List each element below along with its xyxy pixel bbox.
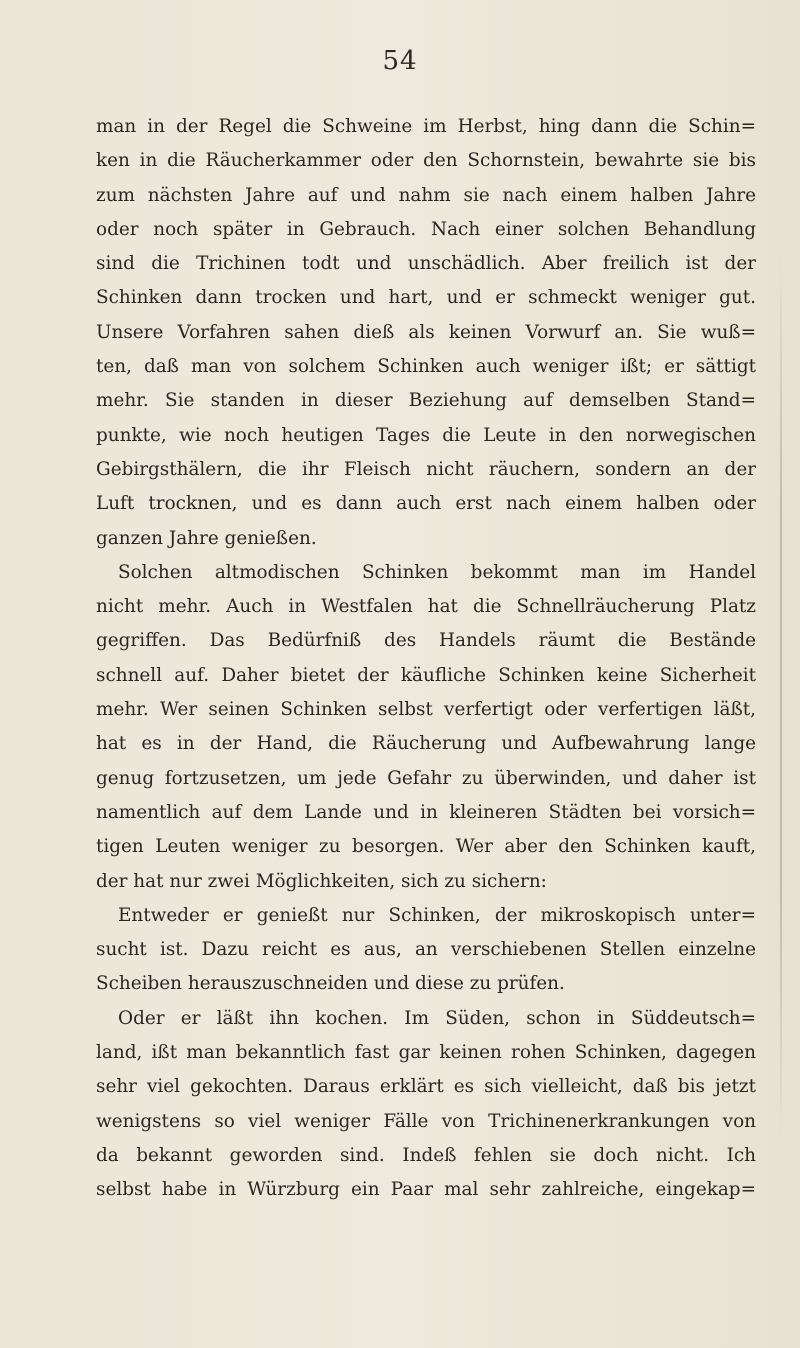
text-line: tigen Leuten weniger zu besorgen. Wer aber den Schinken kauft,: [96, 836, 756, 858]
text-line: der hat nur zwei Möglichkeiten, sich zu sichern:: [96, 870, 547, 892]
text-line: sind die Trichinen todt und unschädlich. Aber freilich ist der: [96, 253, 756, 275]
text-line: Gebirgsthälern, die ihr Fleisch nicht räuchern, sondern an der: [96, 458, 756, 480]
text-line: ganzen Jahre genießen.: [96, 527, 317, 549]
text-line: Scheiben herauszuschneiden und diese zu prüfen.: [96, 973, 565, 995]
text-line: gegriffen. Das Bedürfniß des Handels räumt die Bestände: [96, 630, 756, 652]
text-line: Unsere Vorfahren sahen dieß als keinen Vorwurf an. Sie wuß=: [96, 321, 756, 343]
text-line: ten, daß man von solchem Schinken auch weniger ißt; er sättigt: [96, 356, 756, 378]
text-line: mehr. Sie standen in dieser Beziehung auf demselben Stand=: [96, 390, 756, 412]
text-line: namentlich auf dem Lande und in kleineren Städten bei vorsich=: [96, 801, 756, 823]
text-line: Schinken dann trocken und hart, und er schmeckt weniger gut.: [96, 287, 756, 309]
text-line: hat es in der Hand, die Räucherung und Aufbewahrung lange: [96, 733, 756, 755]
text-line: man in der Regel die Schweine im Herbst, hing dann die Schin=: [96, 116, 756, 137]
body-text: [96, 110, 756, 1208]
text-line: genug fortzusetzen, um jede Gefahr zu überwinden, und daher ist: [96, 767, 756, 789]
text-line: sucht ist. Dazu reicht es aus, an verschiebenen Stellen einzelne: [96, 939, 756, 961]
text-line: selbst habe in Würzburg ein Paar mal sehr zahlreiche, eingekap=: [96, 1179, 756, 1201]
text-line: Oder er läßt ihn kochen. Im Süden, schon in Süddeutsch=: [118, 1007, 756, 1029]
text-line: da bekannt geworden sind. Indeß fehlen sie doch nicht. Ich: [96, 1144, 756, 1166]
text-line: sehr viel gekochten. Daraus erklärt es sich vielleicht, daß bis jetzt: [96, 1076, 756, 1098]
text-line: Luft trocknen, und es dann auch erst nach einem halben oder: [96, 493, 756, 515]
text-line: oder noch später in Gebrauch. Nach einer solchen Behandlung: [96, 218, 756, 240]
text-line: punkte, wie noch heutigen Tages die Leute in den norwegischen: [96, 424, 756, 446]
text-line: nicht mehr. Auch in Westfalen hat die Schnellräucherung Platz: [96, 596, 756, 618]
text-line: zum nächsten Jahre auf und nahm sie nach einem halben Jahre: [96, 184, 756, 206]
text-line: schnell auf. Daher bietet der käufliche Schinken keine Sicherheit: [96, 664, 756, 686]
page-edge-shadow: [780, 250, 782, 1150]
page-number: 54: [382, 46, 418, 76]
text-line: Solchen altmodischen Schinken bekommt man im Handel: [118, 561, 756, 583]
text-line: ken in die Räucherkammer oder den Schornstein, bewahrte sie bis: [96, 150, 756, 172]
text-line: Entweder er genießt nur Schinken, der mikroskopisch unter=: [118, 904, 756, 926]
text-line: mehr. Wer seinen Schinken selbst verfertigt oder verfertigen läßt,: [96, 699, 756, 721]
text-line: wenigstens so viel weniger Fälle von Trichinenerkrankungen von: [96, 1110, 756, 1132]
text-line: land, ißt man bekanntlich fast gar keinen rohen Schinken, dagegen: [96, 1042, 756, 1064]
